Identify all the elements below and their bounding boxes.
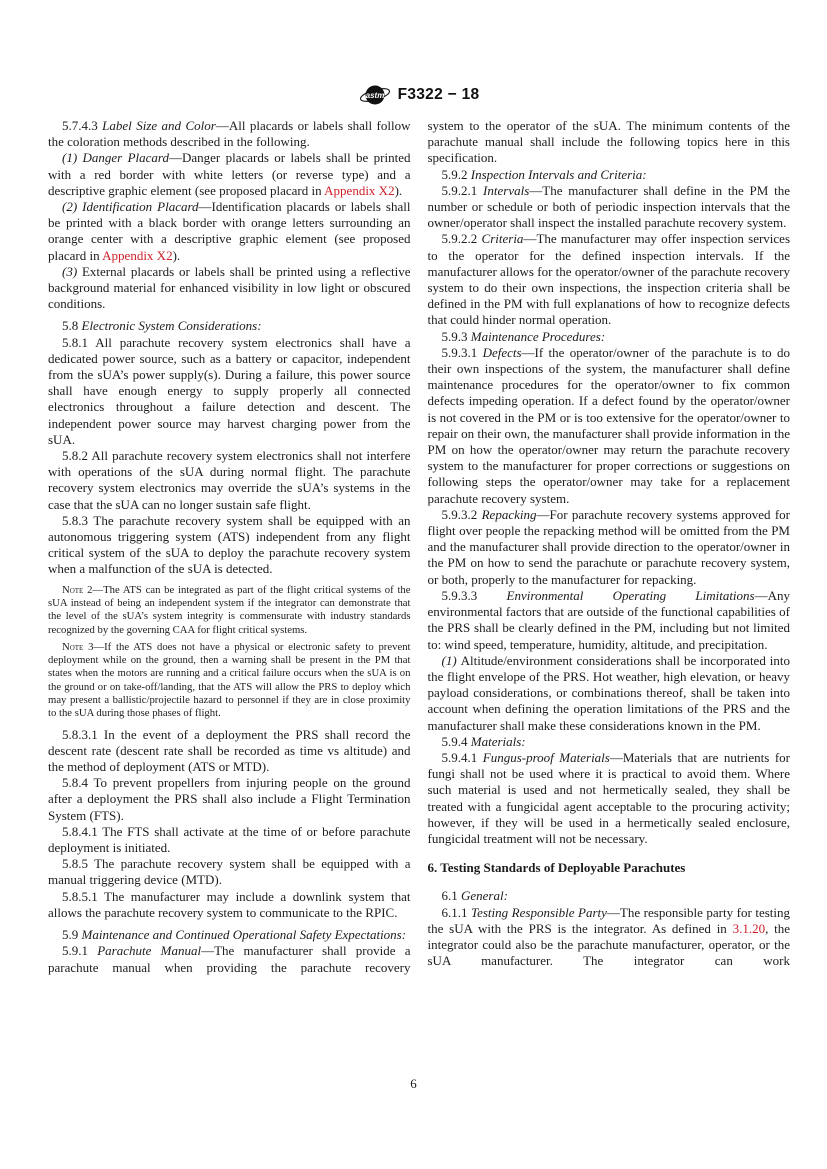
text-segment: External placards or labels shall be printed using a reflective background material for enhanced visibility in low light or obscured conditions.: [48, 263, 411, 312]
astm-logo-icon: [359, 82, 391, 108]
text-segment: 5.8.4 To prevent propellers from injuring people on the ground after a deployment the PRS shall also include a Flight Termination System (FTS).: [48, 775, 411, 823]
left-column: [48, 118, 411, 976]
paragraph: [48, 264, 411, 313]
cross-reference-link[interactable]: Appendix X2: [324, 182, 395, 198]
paragraph: [48, 943, 411, 975]
document-header: [48, 80, 790, 110]
text-segment: —For parachute recovery systems approved for flight over people the repacking method will be omitted from the PM and the manufacturer shall provide direction to the operator/owner in the PM on how to send the parachute or parachute recovery system, or both, properly to the manufacturer for repacking.: [427, 506, 791, 587]
text-segment: Defects: [482, 344, 522, 360]
paragraph: [48, 727, 411, 776]
text-segment: Materials:: [470, 733, 526, 749]
text-segment: Label Size and Color: [102, 118, 216, 133]
text-segment: ).: [394, 182, 403, 198]
text-segment: 5.9.4: [441, 733, 471, 749]
text-segment: 5.9.3: [441, 328, 471, 344]
text-segment: 5.8.5.1 The manufacturer may include a downlink system that allows the parachute recovery system to communicate to the RPIC.: [48, 888, 411, 920]
text-segment: 5.9.1: [62, 943, 98, 959]
text-segment: 5.9.2.2: [441, 231, 482, 247]
text-segment: Inspection Intervals and Criteria:: [470, 166, 647, 182]
paragraph: [428, 507, 791, 588]
section-heading: [428, 860, 791, 876]
text-segment: 5.9.3.3: [441, 587, 507, 603]
text-segment: 5.9.2: [441, 166, 471, 182]
text-segment: Repacking: [481, 506, 537, 522]
paragraph: [48, 856, 411, 888]
text-segment: —The manufacturer may offer inspection services to the operator for the defined inspection intervals. If the manufacturer allows for the operator/owner of the parachute recovery system to do their own inspections, the inspection criteria shall be defined in the PM with full explanations of how to recognize defects that could hinder normal operation.: [427, 231, 791, 328]
paragraph: [428, 118, 791, 167]
text-segment: (2) Identification Placard: [62, 199, 199, 215]
text-segment: system to the operator of the sUA. The minimum contents of the parachute manual shall include the following topics here in this specification.: [427, 118, 790, 166]
text-segment: 6.1: [441, 888, 461, 904]
paragraph: [428, 588, 791, 653]
page-number: 6: [410, 1076, 417, 1091]
note-paragraph: [48, 641, 411, 721]
text-segment: 5.8.5 The parachute recovery system shall be equipped with a manual triggering device (MTD).: [48, 856, 411, 888]
text-segment: —If the operator/owner of the parachute is to do their own inspections of the system, the manufacturer shall define maintenance procedures for the operator/owner to fix common defects impeding operation. If a defect found by the operator/owner is not covered in the PM or is too extensive for the operator/owner to repair on their own, the manufacturer shall provide information in the PM on how the operator/owner may return the parachute recovery system to the manufacturer for proper corrections or suggestions on following steps the operator/owner may take for a replacement parachute recovery system.: [427, 344, 790, 506]
paragraph: [48, 889, 411, 921]
text-segment: —If the ATS does not have a physical or electronic safety to prevent deployment while on the ground, then a warning shall be present in the PM that states when the motors are running and a critical failure occurs when the sUA is on the ground or on take-off/landing, that the ATS will allow the PRS to deploy which may present a ballistic/projectile hazard to personnel if they are in close proximity to the sUA during those phases of flight.: [48, 640, 411, 720]
text-segment: 5.9.2.1: [441, 182, 484, 198]
paragraph: [428, 183, 791, 232]
paragraph: [48, 199, 411, 264]
text-segment: Criteria: [481, 231, 524, 247]
paragraph: [48, 150, 411, 199]
cross-reference-link[interactable]: 3.1.20: [732, 920, 766, 936]
paragraph: [428, 345, 791, 507]
text-segment: 5.8.3 The parachute recovery system shall be equipped with an autonomous triggering system (ATS) independent from any flight critical system of the sUA to deploy the parachute recovery system when a malfunction of the sUA is detected.: [48, 512, 411, 577]
text-segment: 6. Testing Standards of Deployable Parachutes: [427, 860, 686, 876]
paragraph: [428, 231, 791, 328]
paragraph: [48, 318, 411, 334]
text-segment: 5.8.3.1 In the event of a deployment the PRS shall record the descent rate (descent rate shall be recorded as time vs altitude) and the method of deployment (ATS or MTD).: [48, 726, 411, 775]
text-segment: —The manufacturer shall define in the PM the number or schedule or both of periodic inspection intervals that the owner/operator shall inspect the installed parachute recovery system.: [427, 182, 791, 231]
text-segment: Intervals: [483, 182, 530, 198]
paragraph: [428, 167, 791, 183]
text-segment: General:: [461, 888, 508, 904]
text-segment: Note 2: [62, 583, 93, 596]
paragraph: [48, 824, 411, 856]
text-segment: 5.8.2 All parachute recovery system electronics shall not interfere with operations of the sUA during normal flight. The parachute recovery system electronics may override the sUA’s systems in the case that the sUA can no longer sustain safe flight.: [48, 448, 411, 512]
text-segment: ).: [172, 247, 181, 263]
paragraph: [48, 927, 411, 943]
text-segment: —Materials that are nutrients for fungi shall not be used where it is practical to avoid them. Where such material is used and not hermetically sealed, they shall be treated with a fungicidal agent acceptable to the procuring activity; however, if they will be used in a hermetically sealed enclosure, fungicidal treatment will not be necessary.: [427, 749, 791, 846]
paragraph: [48, 513, 411, 578]
paragraph: [428, 734, 791, 750]
text-segment: —The manufacturer shall provide a parachute manual when providing the parachute recovery: [48, 943, 411, 975]
text-segment: 6.1.1: [441, 904, 472, 920]
text-segment: (3): [62, 263, 82, 279]
paragraph: [48, 775, 411, 824]
paragraph: [428, 888, 791, 904]
cross-reference-link[interactable]: Appendix X2: [102, 247, 173, 263]
paragraph: [428, 653, 791, 734]
document-designation: F3322 − 18: [397, 86, 480, 103]
text-segment: —The ATS can be integrated as part of the flight critical systems of the sUA instead of being an independent system if the integrator can demonstrate that the level of the sUA’s system integrity is commensurate with industry standards recognized by the governing CAA for flight critical systems.: [48, 583, 411, 636]
note-paragraph: [48, 584, 411, 637]
paragraph: [48, 448, 411, 513]
text-segment: —The responsible party for testing the sUA with the PRS is the integrator. As defined in: [427, 904, 791, 936]
text-segment: —Any environmental factors that are outside of the functional capabilities of the PRS shall be clearly defined in the PM, including but not limited to: wind speed, temperature, humidity, altitude, and precipitation.: [427, 587, 790, 652]
right-column: [428, 118, 791, 976]
text-segment: 5.9: [62, 927, 82, 943]
text-segment: Electronic System Considerations:: [81, 318, 262, 334]
two-column-text-block: [48, 118, 790, 976]
text-segment: Maintenance and Continued Operational Safety Expectations:: [81, 927, 407, 943]
text-segment: 5.9.3.1: [441, 344, 483, 360]
text-segment: (1) Danger Placard: [62, 150, 169, 166]
paragraph: [428, 750, 791, 847]
text-segment: Note 3: [62, 640, 94, 653]
text-segment: 5.7.4.3: [62, 118, 103, 133]
paragraph: [428, 905, 791, 970]
text-segment: Testing Responsible Party: [471, 904, 607, 920]
text-segment: —Identification placards or labels shall be printed with a black border with orange letters surrounding an orange center with a descriptive graphic element (see proposed placard in: [48, 199, 411, 263]
text-segment: 5.9.3.2: [441, 506, 482, 522]
text-segment: (1): [441, 652, 461, 668]
text-segment: Environmental Operating Limitations: [506, 587, 755, 603]
text-segment: 5.8.4.1 The FTS shall activate at the time of or before parachute deployment is initiated.: [48, 823, 411, 856]
svg-text:astm: astm: [365, 90, 384, 100]
text-segment: , the integrator could also be the parachute manufacturer, operator, or the sUA manufacturer. The integrator can work: [427, 920, 790, 969]
paragraph: [48, 118, 411, 150]
text-segment: Maintenance Procedures:: [470, 328, 606, 344]
text-segment: Fungus-proof Materials: [482, 749, 610, 765]
text-segment: 5.8.1 All parachute recovery system electronics shall have a dedicated power source, such as a battery or capacitor, independent from the sUA’s power supply(s). During a failure, this power source shall have enough energy to supply properly all connected electronics throughout a failure detection and descent. The independent power source may harvest charging power from the sUA.: [48, 334, 411, 447]
paragraph: [428, 329, 791, 345]
text-segment: —All placards or labels shall follow the coloration methods described in the following.: [48, 118, 411, 150]
text-segment: Parachute Manual: [97, 943, 202, 959]
text-segment: 5.8: [62, 318, 82, 334]
text-segment: 5.9.4.1: [441, 749, 483, 765]
text-segment: Altitude/environment considerations shall be incorporated into the flight envelope of the PRS. Hot weather, high elevation, or heavy payload considerations, or combinations thereof, shall be taken into account when defining the operation limitations of the PRS and the manufacturer shall make these considerations known in the PM.: [427, 652, 790, 733]
text-segment: —Danger placards or labels shall be printed with a red border with white letters (or reverse type) and a descriptive graphic element (see proposed placard in: [48, 150, 411, 198]
paragraph: [48, 335, 411, 448]
